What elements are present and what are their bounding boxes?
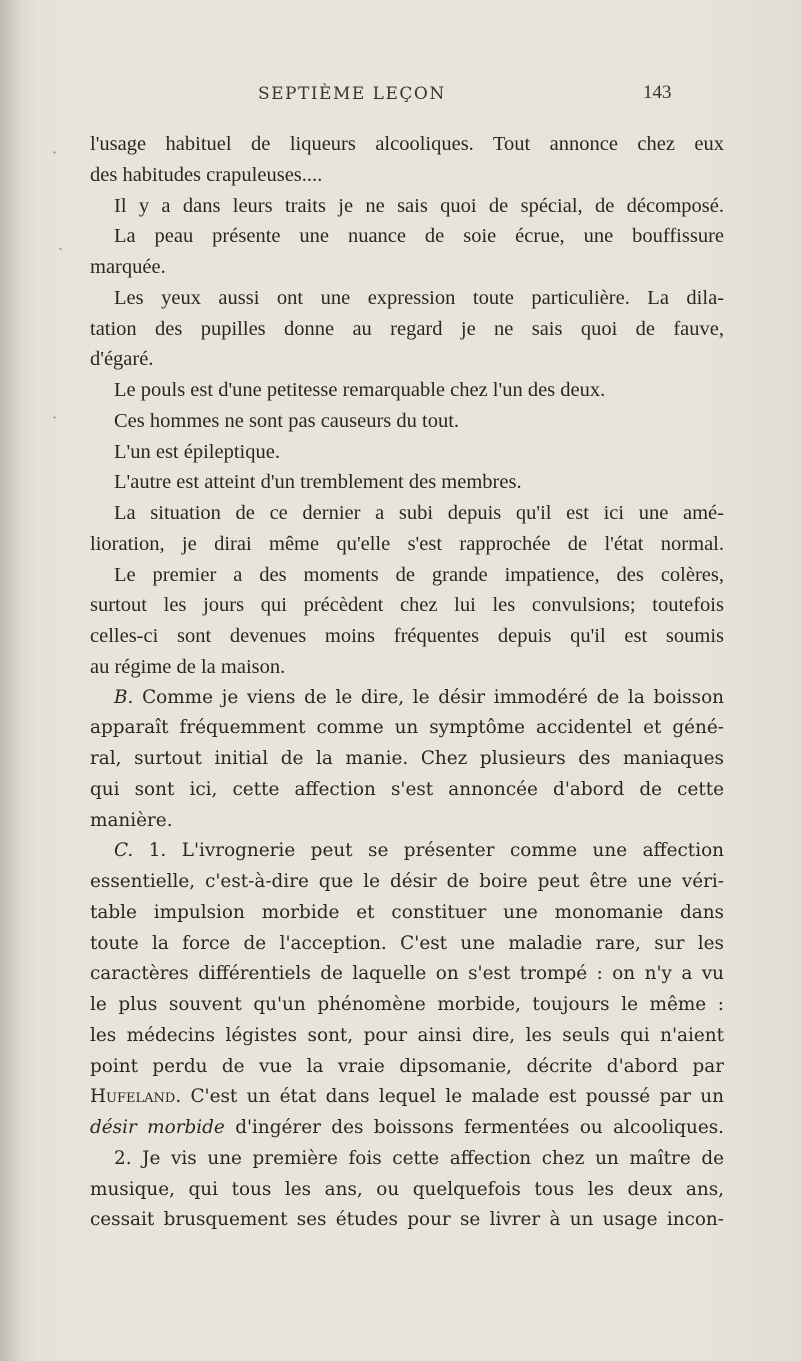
section-label: B. [114, 686, 134, 708]
text-line [90, 959, 724, 990]
text-line [90, 498, 724, 529]
margin-tick-mark: ˏ [58, 232, 64, 251]
section-label: C. [114, 840, 134, 862]
text-line [90, 806, 724, 837]
text-line [90, 283, 724, 314]
line-text: d'ingérer des boissons fermentées ou alcooliques. [224, 1117, 724, 1138]
text-line [90, 683, 724, 714]
line-text: . C'est un état dans lequel le malade est poussé par un [175, 1086, 724, 1108]
line-text: essentielle, c'est-à-dire que le désir de boire peut être une véri- [90, 871, 724, 892]
text-line [90, 867, 724, 898]
text-line [90, 1082, 724, 1113]
page-gutter-shadow [0, 0, 22, 1361]
line-text: 2. Je vis une première fois cette affection chez un maître de [114, 1147, 724, 1169]
running-head: SEPTIÈME LEÇON [258, 84, 446, 104]
line-text: L'un est épileptique. [114, 440, 280, 463]
line-text: cessait brusquement ses études pour se livrer à un usage incon- [90, 1209, 724, 1231]
line-text: les médecins légistes sont, pour ainsi dire, les seuls qui n'aient [90, 1024, 724, 1046]
margin-dot-mark: · [52, 143, 58, 162]
text-line [90, 1021, 724, 1052]
text-line [90, 314, 724, 345]
text-line [90, 836, 724, 867]
line-text: l'usage habituel de liqueurs alcooliques. Tout annonce chez eux [90, 133, 724, 155]
line-text: tation des pupilles donne au regard je ne sais quoi de fauve, [90, 317, 724, 340]
text-line [90, 713, 724, 744]
text-line [90, 252, 724, 283]
margin-dot-mark: · [52, 408, 58, 427]
line-text: caractères différentiels de laquelle on s'est trompé : on n'y a vu [90, 963, 724, 985]
page-number: 143 [643, 82, 672, 103]
line-text: lioration, je dirai même qu'elle s'est rapprochée de l'état normal. [90, 532, 724, 555]
line-text: Il y a dans leurs traits je ne sais quoi de spécial, de décomposé. [114, 194, 724, 217]
text-line [90, 1175, 724, 1206]
line-text: Le pouls est d'une petitesse remarquable chez l'un des deux. [114, 379, 606, 401]
text-line [90, 1113, 724, 1144]
line-text: L'autre est atteint d'un tremblement des membres. [114, 471, 522, 494]
line-text: Les yeux aussi ont une expression toute particulière. La dila- [114, 286, 724, 309]
text-line [90, 344, 724, 375]
text-line [90, 590, 724, 621]
text-line [90, 775, 724, 806]
text-line [90, 652, 724, 683]
line-text: ral, surtout initial de la manie. Chez plusieurs des maniaques [90, 748, 724, 769]
text-line [90, 406, 724, 437]
line-text: des habitudes crapuleuses.... [90, 163, 323, 186]
text-line [90, 990, 724, 1021]
text-line [90, 898, 724, 929]
text-line [90, 129, 724, 160]
line-text: La situation de ce dernier a subi depuis qu'il est ici une amé- [114, 502, 724, 524]
line-text: marquée. [90, 256, 166, 278]
line-text: au régime de la maison. [90, 655, 286, 678]
text-line [90, 529, 724, 560]
text-line [90, 621, 724, 652]
line-text: celles-ci sont devenues moins fréquentes depuis qu'il est soumis [90, 625, 724, 647]
line-text: point perdu de vue la vraie dipsomanie, décrite d'abord par [90, 1055, 724, 1077]
text-line [90, 191, 724, 222]
line-text: qui sont ici, cette affection s'est annoncée d'abord de cette [90, 778, 724, 800]
text-line [90, 1052, 724, 1083]
author-name: Hufeland [90, 1086, 176, 1108]
text-line [90, 160, 724, 191]
body-text [90, 129, 724, 1236]
text-line [90, 1205, 724, 1236]
text-line [90, 1144, 724, 1175]
text-line [90, 467, 724, 498]
text-line [90, 929, 724, 960]
text-line [90, 221, 724, 252]
text-line [90, 744, 724, 775]
line-text: le plus souvent qu'un phénomène morbide, toujours le même : [90, 994, 724, 1015]
line-text: apparaît fréquemment comme un symptôme accidentel et géné- [90, 717, 724, 739]
text-line [90, 437, 724, 468]
line-text: d'égaré. [90, 348, 154, 371]
text-line [90, 560, 724, 591]
line-text: table impulsion morbide et constituer une monomanie dans [90, 901, 724, 923]
line-text: Ces hommes ne sont pas causeurs du tout. [114, 409, 460, 432]
line-text: toute la force de l'acception. C'est une maladie rare, sur les [90, 932, 724, 954]
line-text: musique, qui tous les ans, ou quelquefois tous les deux ans, [90, 1178, 724, 1200]
line-text: Le premier a des moments de grande impatience, des colères, [114, 563, 724, 586]
line-text: 1. L'ivrognerie peut se présenter comme une affection [133, 840, 724, 862]
emphasis-text: désir morbide [90, 1117, 225, 1138]
text-line [90, 375, 724, 406]
line-text: manière. [90, 809, 173, 831]
line-text: La peau présente une nuance de soie écrue, une bouffissure [114, 225, 724, 248]
line-text: surtout les jours qui précèdent chez lui les convulsions; toutefois [90, 594, 724, 617]
line-text: Comme je viens de le dire, le désir immodéré de la boisson [133, 686, 724, 708]
